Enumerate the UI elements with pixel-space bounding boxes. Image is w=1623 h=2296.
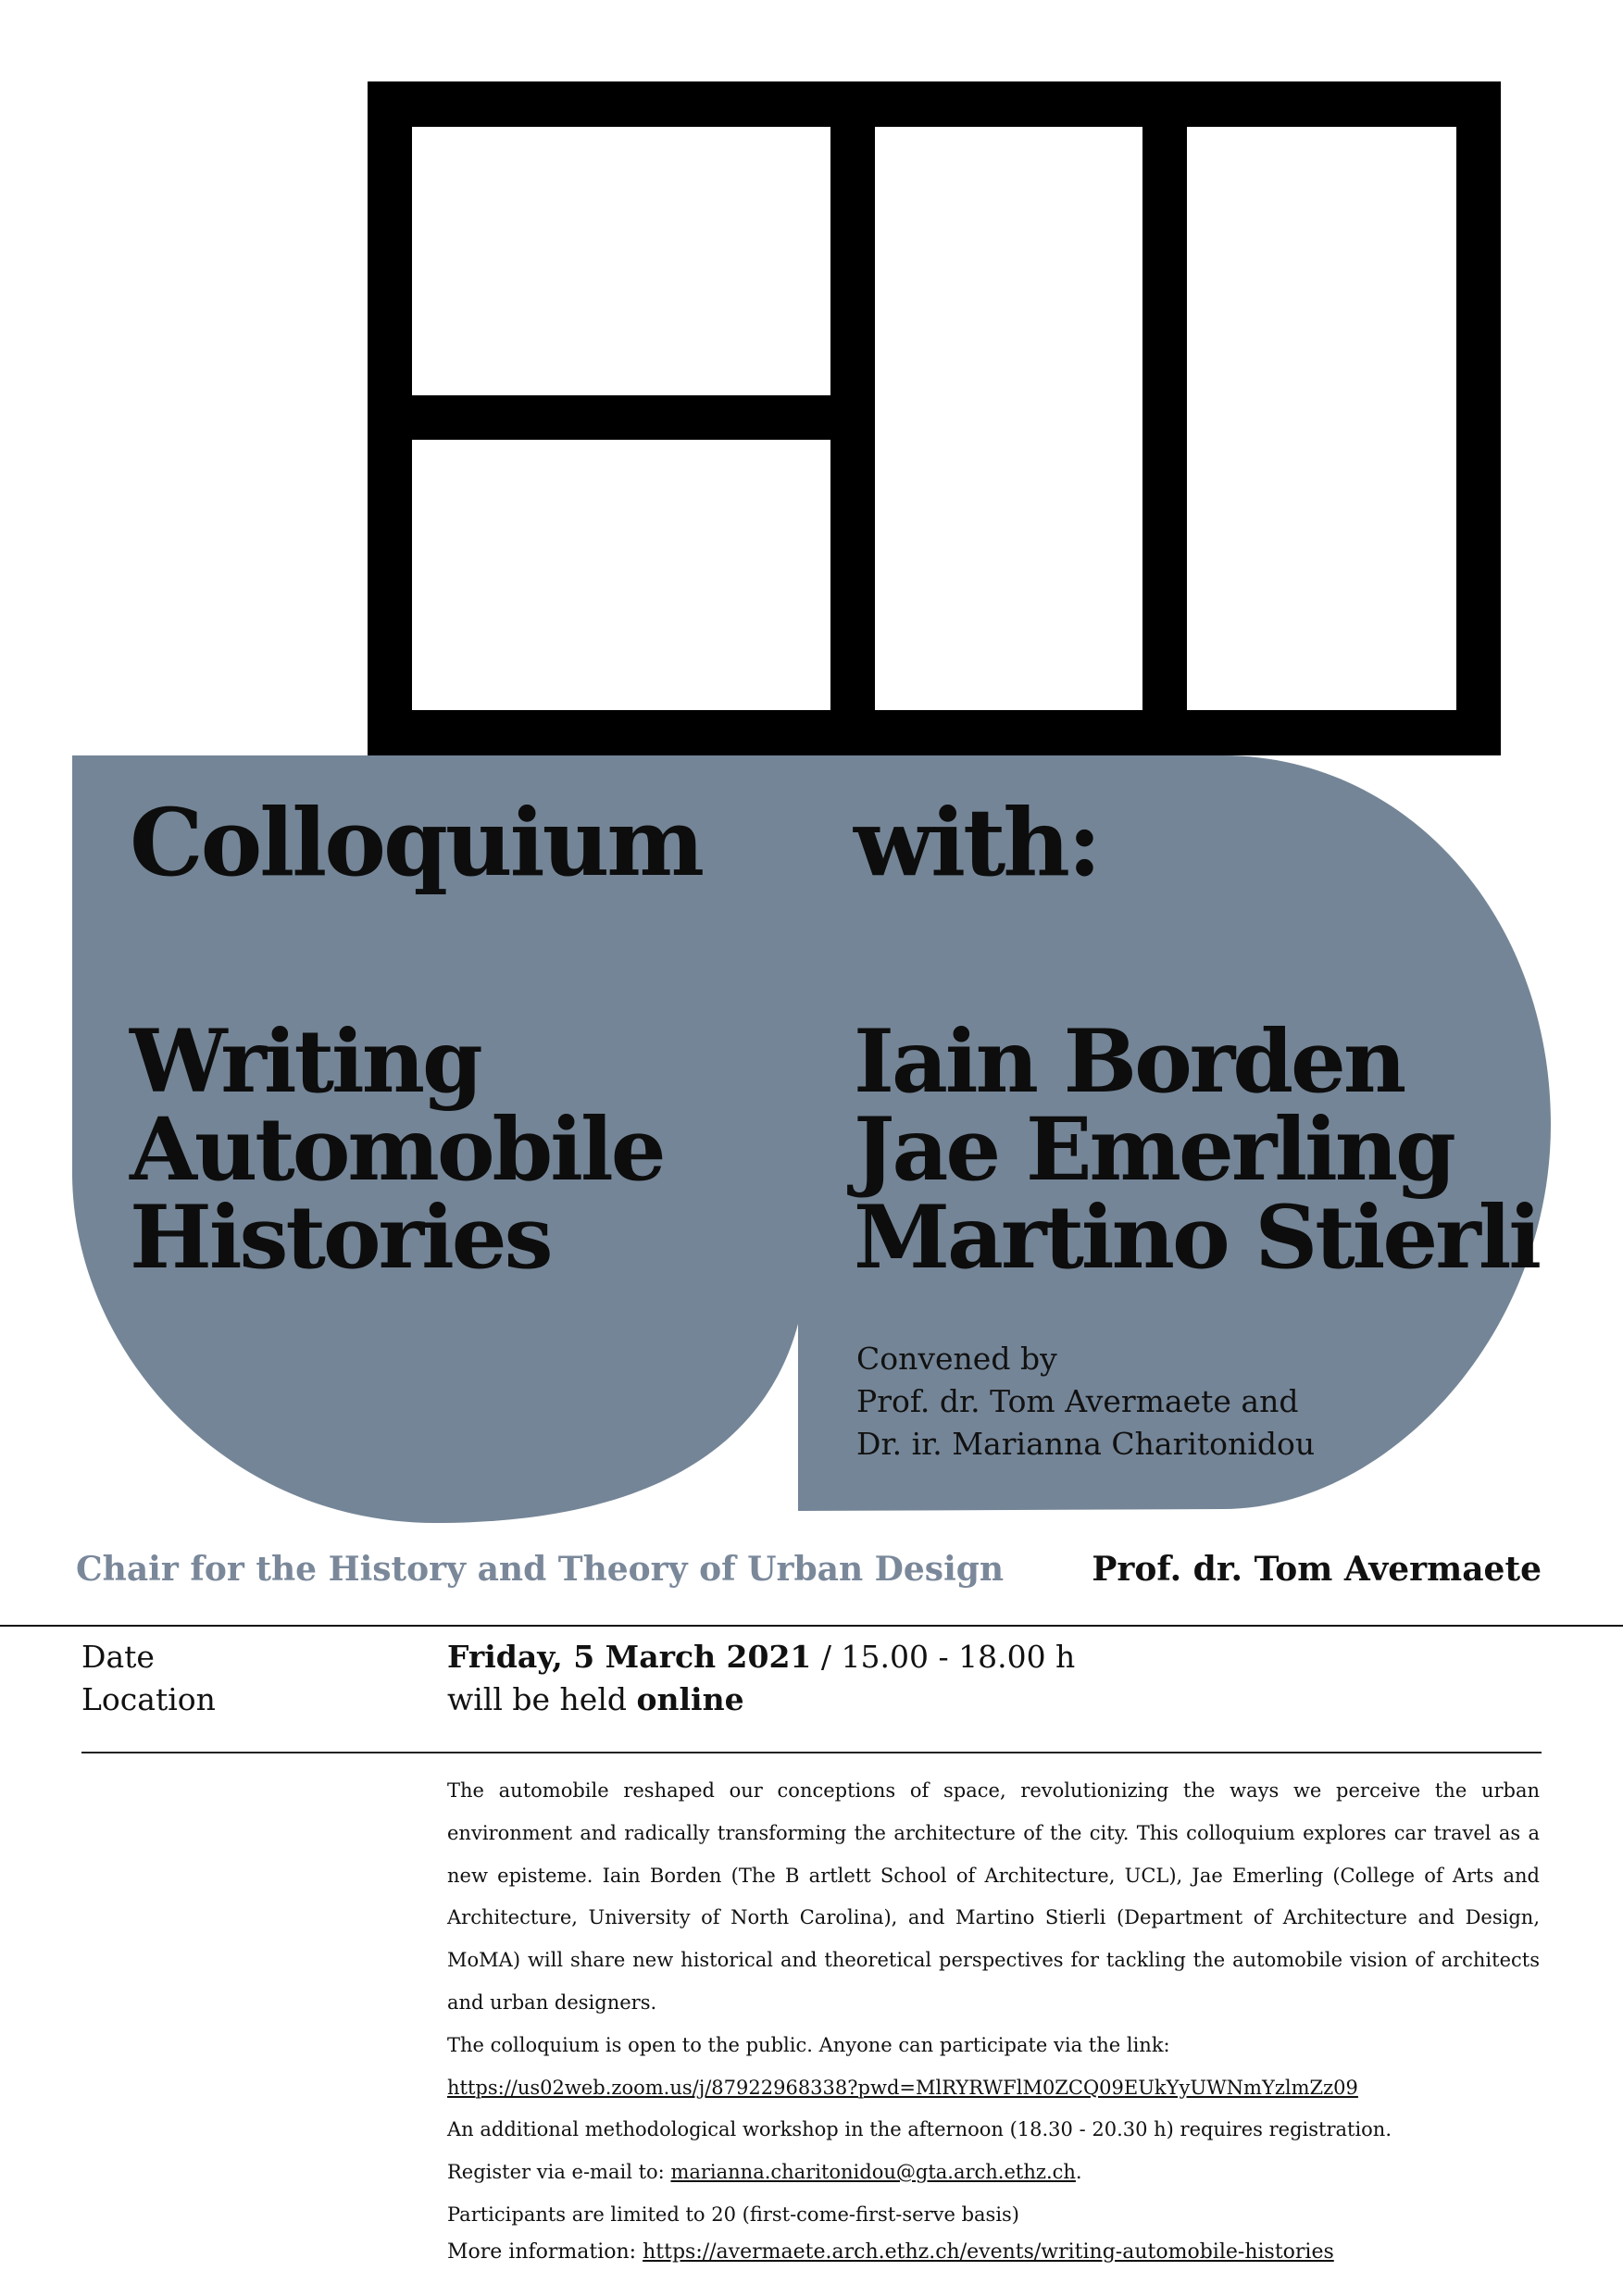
limit-line: Participants are limited to 20 (first-come-first-serve basis) [447,2202,1020,2226]
speaker-name: Martino Stierli [854,1187,1540,1289]
date-label: Date [81,1639,155,1675]
title-line: Histories [130,1187,551,1289]
register-line [447,2152,1540,2194]
more-info [447,2240,1334,2264]
more-info-link[interactable]: https://avermaete.arch.ethz.ch/events/writing-automobile-histories [643,2240,1334,2264]
register-prefix: Register via e-mail to: [447,2161,671,2184]
more-prefix: More information: [447,2240,643,2264]
convened-line: Prof. dr. Tom Avermaete and [856,1383,1299,1419]
register-suffix: . [1075,2161,1082,2184]
title-line: Automobile [130,1099,664,1201]
convened-line: Dr. ir. Marianna Charitonidou [856,1426,1316,1462]
location-label: Location [81,1681,216,1717]
window-grid-logo [368,81,1501,755]
professor-name: Prof. dr. Tom Avermaete [1092,1550,1542,1589]
register-email-link[interactable]: marianna.charitonidou@gta.arch.ethz.ch [670,2161,1076,2184]
chair-name: Chair for the History and Theory of Urban Design [76,1550,1005,1589]
event-title [130,1011,664,1289]
colloquium-heading: Colloquium [130,788,703,897]
speaker-name: Iain Borden [854,1011,1405,1113]
location-value [447,1681,744,1717]
public-line: The colloquium is open to the public. Anyone can participate via the link: [447,2033,1170,2056]
workshop-line: An additional methodological workshop in the afternoon (18.30 - 20.30 h) requires registration. [447,2118,1392,2141]
title-line: Writing [130,1011,481,1113]
divider [0,1625,1623,1627]
intro-paragraph: The automobile reshaped our conceptions of space, revolutionizing the ways we perceive the urban environment and radically transforming the architecture of the city. This colloquium explores car travel as a new episteme. Iain Borden (The B artlett School of Architecture, UCL), Jae Emerling (College of Arts and Architecture, University of North Carolina), and Martino Stierli (Department of Architecture and Design, MoMA) will share new historical and theoretical perspectives for tackling the automobile vision of architects and urban designers. [447,1779,1540,2014]
date-value-time: / 15.00 - 18.00 h [811,1639,1076,1675]
convened-by [856,1338,1315,1466]
location-prefix: will be held [447,1681,637,1717]
date-value-bold: Friday, 5 March 2021 [447,1639,812,1675]
location-online: online [636,1681,744,1717]
divider [81,1752,1542,1753]
with-heading: with: [854,788,1099,897]
date-value [447,1639,1075,1675]
convened-line: Convened by [856,1341,1057,1377]
speaker-name: Jae Emerling [854,1099,1454,1201]
description [447,1770,1540,2237]
speaker-list [854,1011,1540,1289]
zoom-link[interactable]: https://us02web.zoom.us/j/87922968338?pwd=MlRYRWFlM0ZCQ09EUkYyUWNmYzlmZz09 [447,2076,1358,2099]
